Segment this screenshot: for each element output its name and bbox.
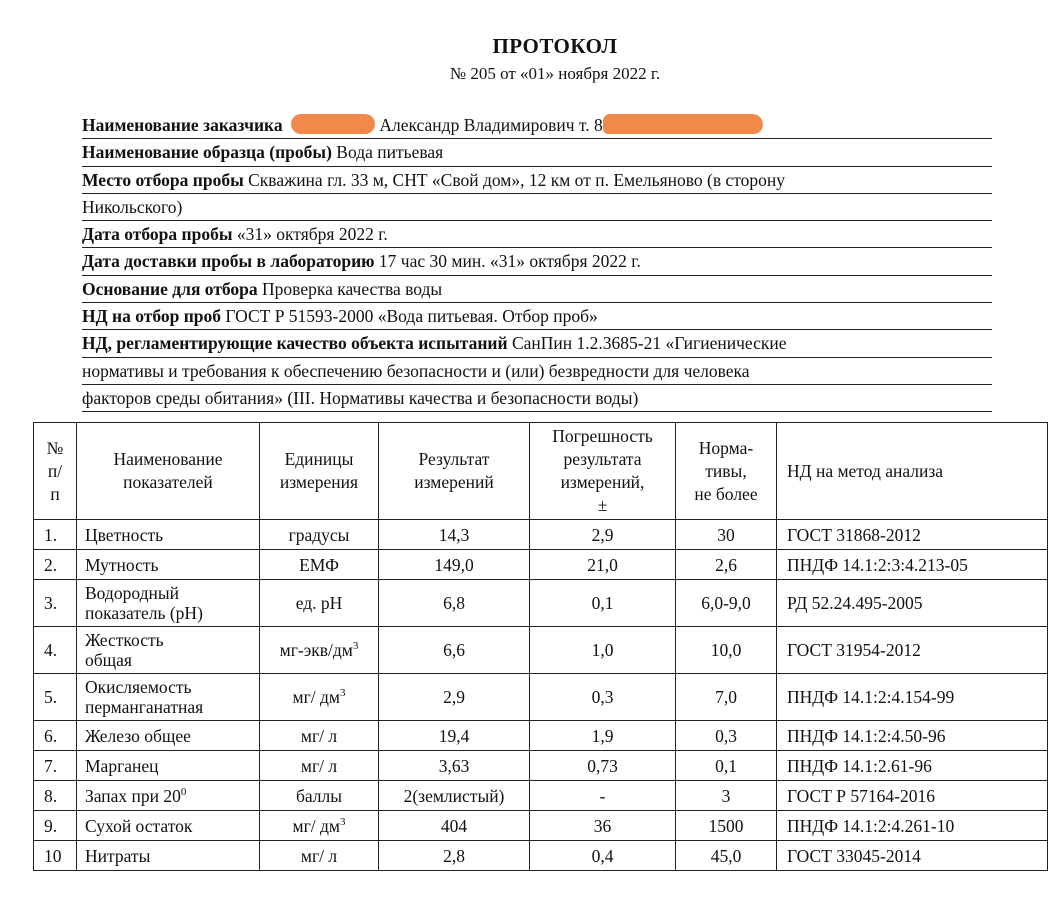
table-row xyxy=(34,674,1048,721)
sample-name-line xyxy=(82,139,992,166)
table-row xyxy=(34,627,1048,674)
indicator-name xyxy=(77,721,260,751)
norm-text: 0,1 xyxy=(715,755,737,776)
indicator-name-text: перманганатная xyxy=(85,697,204,717)
units xyxy=(260,721,379,751)
norm xyxy=(676,811,777,841)
error-text: 0,3 xyxy=(591,687,614,707)
indicator-name xyxy=(77,674,260,721)
header-line: Погрешность xyxy=(552,426,653,446)
row-number xyxy=(34,751,77,781)
error xyxy=(530,580,676,627)
basis-value: Проверка качества воды xyxy=(262,278,443,299)
method-text: ПНДФ 14.1:2:3:4.213-05 xyxy=(787,554,968,575)
norm-text: 10,0 xyxy=(710,640,742,660)
superscript: 3 xyxy=(339,687,346,700)
indicator-name-text: общая xyxy=(85,650,132,670)
row-number-text: 4. xyxy=(44,640,58,660)
nd-quality-value: СанПин 1.2.3685-21 «Гигиенические xyxy=(511,333,787,354)
header-line: Результат xyxy=(418,449,490,469)
header-num xyxy=(34,423,77,520)
header-line: показателей xyxy=(123,472,213,492)
nd-sampling-label: НД на отбор проб xyxy=(82,306,222,327)
units-text: мг/ л xyxy=(300,845,338,866)
units xyxy=(260,841,379,871)
units xyxy=(260,580,379,627)
delivery-value: 17 час 30 мин. «31» октября 2022 г. xyxy=(378,251,641,272)
header-line: Наименование xyxy=(113,449,223,469)
header-line: измерений, xyxy=(560,472,645,492)
error xyxy=(530,721,676,751)
norm-text: 0,3 xyxy=(715,725,737,746)
result-text: 6,8 xyxy=(443,593,465,613)
method xyxy=(777,841,1048,871)
superscript: 3 xyxy=(352,640,359,653)
indicator-name-text: Нитраты xyxy=(85,845,151,866)
header-line: Норма- xyxy=(698,437,754,458)
header-line: п xyxy=(50,483,60,504)
result xyxy=(379,751,530,781)
result-text: 14,3 xyxy=(438,524,470,545)
method-text: ПНДФ 14.1:2:4.261-10 xyxy=(787,815,955,836)
error xyxy=(530,627,676,674)
indicator-name-text: Сухой остаток xyxy=(85,815,193,836)
indicator-name-text: Цветность xyxy=(85,524,164,545)
error-text: 2,9 xyxy=(591,524,614,545)
sampling-date-line xyxy=(82,221,992,248)
indicator-name xyxy=(77,550,260,580)
indicator-name-text: Железо общее xyxy=(85,725,191,746)
method-text: ПНДФ 14.1:2:4.50-96 xyxy=(787,725,946,746)
method xyxy=(777,580,1048,627)
error-text: 0,1 xyxy=(591,593,614,613)
method-text: ГОСТ 33045-2014 xyxy=(787,845,921,866)
customer-label: Наименование заказчика xyxy=(82,115,283,135)
row-number xyxy=(34,781,77,811)
indicator-name xyxy=(77,520,260,550)
header-norm xyxy=(676,423,777,520)
header-error xyxy=(530,423,676,520)
indicator-name-line xyxy=(85,697,253,717)
nd-quality-line xyxy=(82,330,992,357)
units xyxy=(260,781,379,811)
header-line: ± xyxy=(597,495,608,515)
method-text: РД 52.24.495-2005 xyxy=(787,593,923,613)
error-text: - xyxy=(599,785,606,806)
method xyxy=(777,627,1048,674)
row-number-text: 8. xyxy=(44,785,58,806)
units xyxy=(260,627,379,674)
units-text: мг-экв/дм xyxy=(279,640,353,660)
superscript: 0 xyxy=(180,785,187,798)
result xyxy=(379,674,530,721)
sampling-place-line xyxy=(82,167,992,194)
indicator-name xyxy=(77,751,260,781)
row-number xyxy=(34,550,77,580)
indicator-name-text: Окисляемость xyxy=(85,677,192,697)
indicator-name-line xyxy=(85,816,253,836)
indicator-name-text: Водородный xyxy=(85,583,179,603)
basis-label: Основание для отбора xyxy=(82,278,258,299)
table-row xyxy=(34,811,1048,841)
norm xyxy=(676,781,777,811)
norm xyxy=(676,841,777,871)
norm-text: 7,0 xyxy=(715,687,737,707)
nd-quality-value-3: факторов среды обитания» (III. Нормативы качества и безопасности воды) xyxy=(82,387,639,408)
units-text: баллы xyxy=(295,785,343,806)
method xyxy=(777,721,1048,751)
header-units xyxy=(260,423,379,520)
units-text: градусы xyxy=(288,524,350,545)
header-line: Единицы xyxy=(284,449,354,469)
row-number xyxy=(34,841,77,871)
row-number-text: 9. xyxy=(44,815,58,836)
row-number-text: 1. xyxy=(44,524,58,545)
norm xyxy=(676,721,777,751)
units-text: мг/ дм xyxy=(292,687,340,707)
place-value: Скважина гл. 33 м, СНТ «Свой дом», 12 км от п. Емельяново (в сторону xyxy=(248,169,786,190)
header-line: результата xyxy=(563,449,642,469)
indicator-name-line xyxy=(85,603,253,623)
table-row xyxy=(34,841,1048,871)
method-text: ГОСТ Р 57164-2016 xyxy=(787,785,935,806)
redaction-mark xyxy=(291,114,375,134)
row-number-text: 6. xyxy=(44,725,58,746)
customer-line xyxy=(82,112,992,139)
result-text: 6,6 xyxy=(443,640,465,660)
norm xyxy=(676,550,777,580)
norm-text: 1500 xyxy=(708,815,744,836)
units xyxy=(260,520,379,550)
error-text: 1,9 xyxy=(591,725,614,746)
header-line: измерения xyxy=(279,472,359,492)
header-line: измерений xyxy=(414,472,494,492)
indicator-name-text: показатель (pH) xyxy=(85,603,203,623)
error-text: 0,73 xyxy=(587,755,618,776)
units xyxy=(260,550,379,580)
error xyxy=(530,550,676,580)
header-name xyxy=(77,423,260,520)
indicator-name-text: Мутность xyxy=(85,554,159,575)
norm xyxy=(676,627,777,674)
date-label: Дата отбора пробы xyxy=(82,224,233,245)
row-number-text: 7. xyxy=(44,755,58,776)
norm xyxy=(676,674,777,721)
indicator-name xyxy=(77,811,260,841)
table-row xyxy=(34,781,1048,811)
nd-quality-value-2: нормативы и требования к обеспечению безопасности и (или) безвредности для человека xyxy=(82,360,750,381)
method xyxy=(777,674,1048,721)
indicator-name-line xyxy=(85,555,253,575)
units xyxy=(260,811,379,841)
error-text: 0,4 xyxy=(591,845,614,866)
method xyxy=(777,751,1048,781)
error-text: 36 xyxy=(593,815,612,836)
header-line: не более xyxy=(694,483,758,504)
method xyxy=(777,550,1048,580)
delivery-date-line xyxy=(82,248,992,275)
indicator-name-line xyxy=(85,630,253,650)
document-number: № 205 от «01» ноября 2022 г. xyxy=(449,64,661,83)
result-text: 404 xyxy=(440,815,468,836)
row-number xyxy=(34,627,77,674)
nd-quality-line-3 xyxy=(82,385,992,412)
result xyxy=(379,550,530,580)
indicator-name-line xyxy=(85,677,253,697)
result xyxy=(379,520,530,550)
norm-text: 30 xyxy=(717,524,735,545)
result-text: 19,4 xyxy=(438,725,470,746)
result-text: 3,63 xyxy=(438,755,470,776)
units-text: мг/ л xyxy=(300,755,338,776)
redaction-mark xyxy=(603,114,763,134)
row-number xyxy=(34,580,77,627)
table-row xyxy=(34,550,1048,580)
table-row xyxy=(34,751,1048,781)
units-text: мг/ дм xyxy=(292,815,340,836)
indicator-name-line xyxy=(85,583,253,603)
error xyxy=(530,751,676,781)
norm xyxy=(676,751,777,781)
indicator-name xyxy=(77,627,260,674)
customer-value: Александр Владимирович т. 8 xyxy=(379,115,603,135)
result xyxy=(379,781,530,811)
method-text: ПНДФ 14.1:2:4.154-99 xyxy=(787,687,955,707)
date-value: «31» октября 2022 г. xyxy=(236,224,388,245)
indicator-name-text: Жесткость xyxy=(85,630,164,650)
method-text: ГОСТ 31868-2012 xyxy=(787,524,921,545)
method xyxy=(777,520,1048,550)
row-number-text: 2. xyxy=(44,554,58,575)
sampling-place-line-2 xyxy=(82,194,992,221)
row-number-text: 5. xyxy=(44,687,58,707)
error xyxy=(530,841,676,871)
error-text: 21,0 xyxy=(587,554,618,575)
nd-sampling-line xyxy=(82,303,992,330)
units xyxy=(260,674,379,721)
norm-text: 6,0-9,0 xyxy=(701,593,751,613)
units xyxy=(260,751,379,781)
place-value-2: Никольского) xyxy=(82,196,183,217)
norm-text: 45,0 xyxy=(710,845,742,866)
error-text: 1,0 xyxy=(591,640,614,660)
superscript: 3 xyxy=(339,815,346,828)
indicator-name xyxy=(77,580,260,627)
table-row xyxy=(34,580,1048,627)
result xyxy=(379,721,530,751)
indicator-name xyxy=(77,841,260,871)
indicator-name-line xyxy=(85,726,253,746)
result-text: 2(землистый) xyxy=(403,785,505,806)
error xyxy=(530,781,676,811)
norm-text: 3 xyxy=(721,785,731,806)
indicator-name-line xyxy=(85,525,253,545)
indicator-name-line xyxy=(85,756,253,776)
row-number xyxy=(34,721,77,751)
method-text: ГОСТ 31954-2012 xyxy=(787,640,921,660)
norm-text: 2,6 xyxy=(715,554,737,575)
method xyxy=(777,811,1048,841)
header-line: № xyxy=(46,437,64,458)
header-method xyxy=(777,423,1048,520)
indicator-name-line xyxy=(85,650,253,670)
units-text: мг/ л xyxy=(300,725,338,746)
indicator-name-line xyxy=(85,846,253,866)
result xyxy=(379,580,530,627)
sample-label: Наименование образца (пробы) xyxy=(82,142,332,163)
table-row xyxy=(34,520,1048,550)
result-text: 2,9 xyxy=(443,687,465,707)
header-line: п/ xyxy=(47,460,63,481)
method xyxy=(777,781,1048,811)
norm xyxy=(676,580,777,627)
result xyxy=(379,841,530,871)
delivery-label: Дата доставки пробы в лабораторию xyxy=(82,251,375,272)
indicator-name-text: Марганец xyxy=(85,755,159,776)
error xyxy=(530,674,676,721)
result xyxy=(379,627,530,674)
row-number-text: 10 xyxy=(44,845,62,866)
header-line: тивы, xyxy=(705,460,747,481)
indicator-name-line xyxy=(85,786,253,806)
error xyxy=(530,520,676,550)
method-text: ПНДФ 14.1:2.61-96 xyxy=(787,755,932,776)
units-text: ЕМФ xyxy=(299,554,339,575)
row-number xyxy=(34,811,77,841)
nd-quality-label: НД, регламентирующие качество объекта испытаний xyxy=(82,333,508,354)
row-number-text: 3. xyxy=(44,593,58,613)
row-number xyxy=(34,520,77,550)
header-result xyxy=(379,423,530,520)
error xyxy=(530,811,676,841)
norm xyxy=(676,520,777,550)
result xyxy=(379,811,530,841)
indicator-name-text: Запах при 20 xyxy=(85,785,181,806)
units-text: ед. pH xyxy=(295,593,343,613)
document-title: ПРОТОКОЛ xyxy=(492,34,618,58)
sample-value: Вода питьевая xyxy=(336,142,444,163)
row-number xyxy=(34,674,77,721)
nd-sampling-value: ГОСТ Р 51593-2000 «Вода питьевая. Отбор проб» xyxy=(225,306,598,327)
result-text: 2,8 xyxy=(443,845,465,866)
table-row xyxy=(34,721,1048,751)
table-header-row xyxy=(34,423,1048,520)
header-line: НД на метод анализа xyxy=(787,460,944,481)
result-text: 149,0 xyxy=(434,554,474,575)
sample-info-block xyxy=(82,112,992,412)
basis-line xyxy=(82,276,992,303)
indicator-name xyxy=(77,781,260,811)
place-label: Место отбора пробы xyxy=(82,169,244,190)
nd-quality-line-2 xyxy=(82,358,992,385)
results-table xyxy=(33,422,1048,871)
table-body xyxy=(34,520,1048,871)
